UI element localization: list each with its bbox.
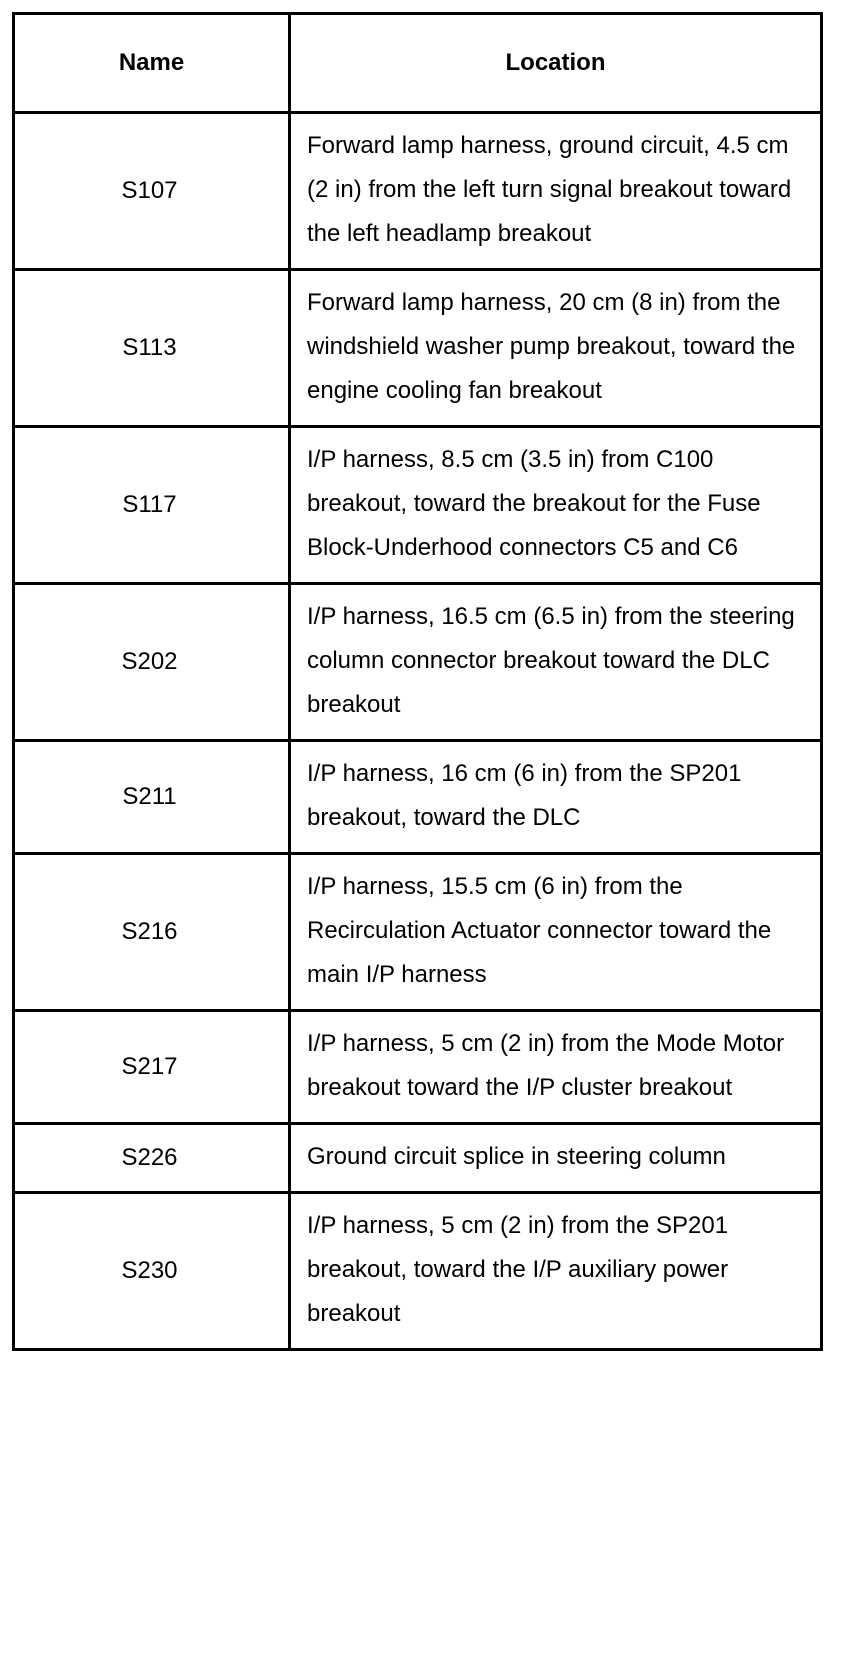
table-row (14, 113, 822, 270)
splice-location-cell: Ground circuit splice in steering column (290, 1124, 822, 1193)
table-row (14, 1193, 822, 1350)
splice-location-cell: I/P harness, 5 cm (2 in) from the Mode Motor breakout toward the I/P cluster breakout (290, 1011, 822, 1124)
table-row (14, 854, 822, 1011)
splice-name-cell: S216 (14, 854, 290, 1011)
splice-location-cell: Forward lamp harness, 20 cm (8 in) from the windshield washer pump breakout, toward the engine cooling fan breakout (290, 270, 822, 427)
splice-location-cell: I/P harness, 15.5 cm (6 in) from the Recirculation Actuator connector toward the main I/P harness (290, 854, 822, 1011)
table-row (14, 427, 822, 584)
splice-name-cell: S217 (14, 1011, 290, 1124)
splice-name-cell: S202 (14, 584, 290, 741)
header-name: Name (14, 14, 290, 113)
table-row (14, 741, 822, 854)
splice-location-table (12, 12, 823, 1351)
table-row (14, 1011, 822, 1124)
splice-name-cell: S113 (14, 270, 290, 427)
splice-location-cell: I/P harness, 5 cm (2 in) from the SP201 breakout, toward the I/P auxiliary power breakout (290, 1193, 822, 1350)
splice-location-cell: I/P harness, 16 cm (6 in) from the SP201 breakout, toward the DLC (290, 741, 822, 854)
splice-location-cell: I/P harness, 8.5 cm (3.5 in) from C100 breakout, toward the breakout for the Fuse Block-Underhood connectors C5 and C6 (290, 427, 822, 584)
splice-name-cell: S211 (14, 741, 290, 854)
table-row (14, 1124, 822, 1193)
table-row (14, 584, 822, 741)
splice-name-cell: S117 (14, 427, 290, 584)
splice-location-cell: Forward lamp harness, ground circuit, 4.5 cm (2 in) from the left turn signal breakout toward the left headlamp breakout (290, 113, 822, 270)
table-row (14, 270, 822, 427)
splice-location-cell: I/P harness, 16.5 cm (6.5 in) from the steering column connector breakout toward the DLC breakout (290, 584, 822, 741)
splice-name-cell: S107 (14, 113, 290, 270)
header-row (14, 14, 822, 113)
splice-name-cell: S230 (14, 1193, 290, 1350)
header-location: Location (290, 14, 822, 113)
splice-name-cell: S226 (14, 1124, 290, 1193)
